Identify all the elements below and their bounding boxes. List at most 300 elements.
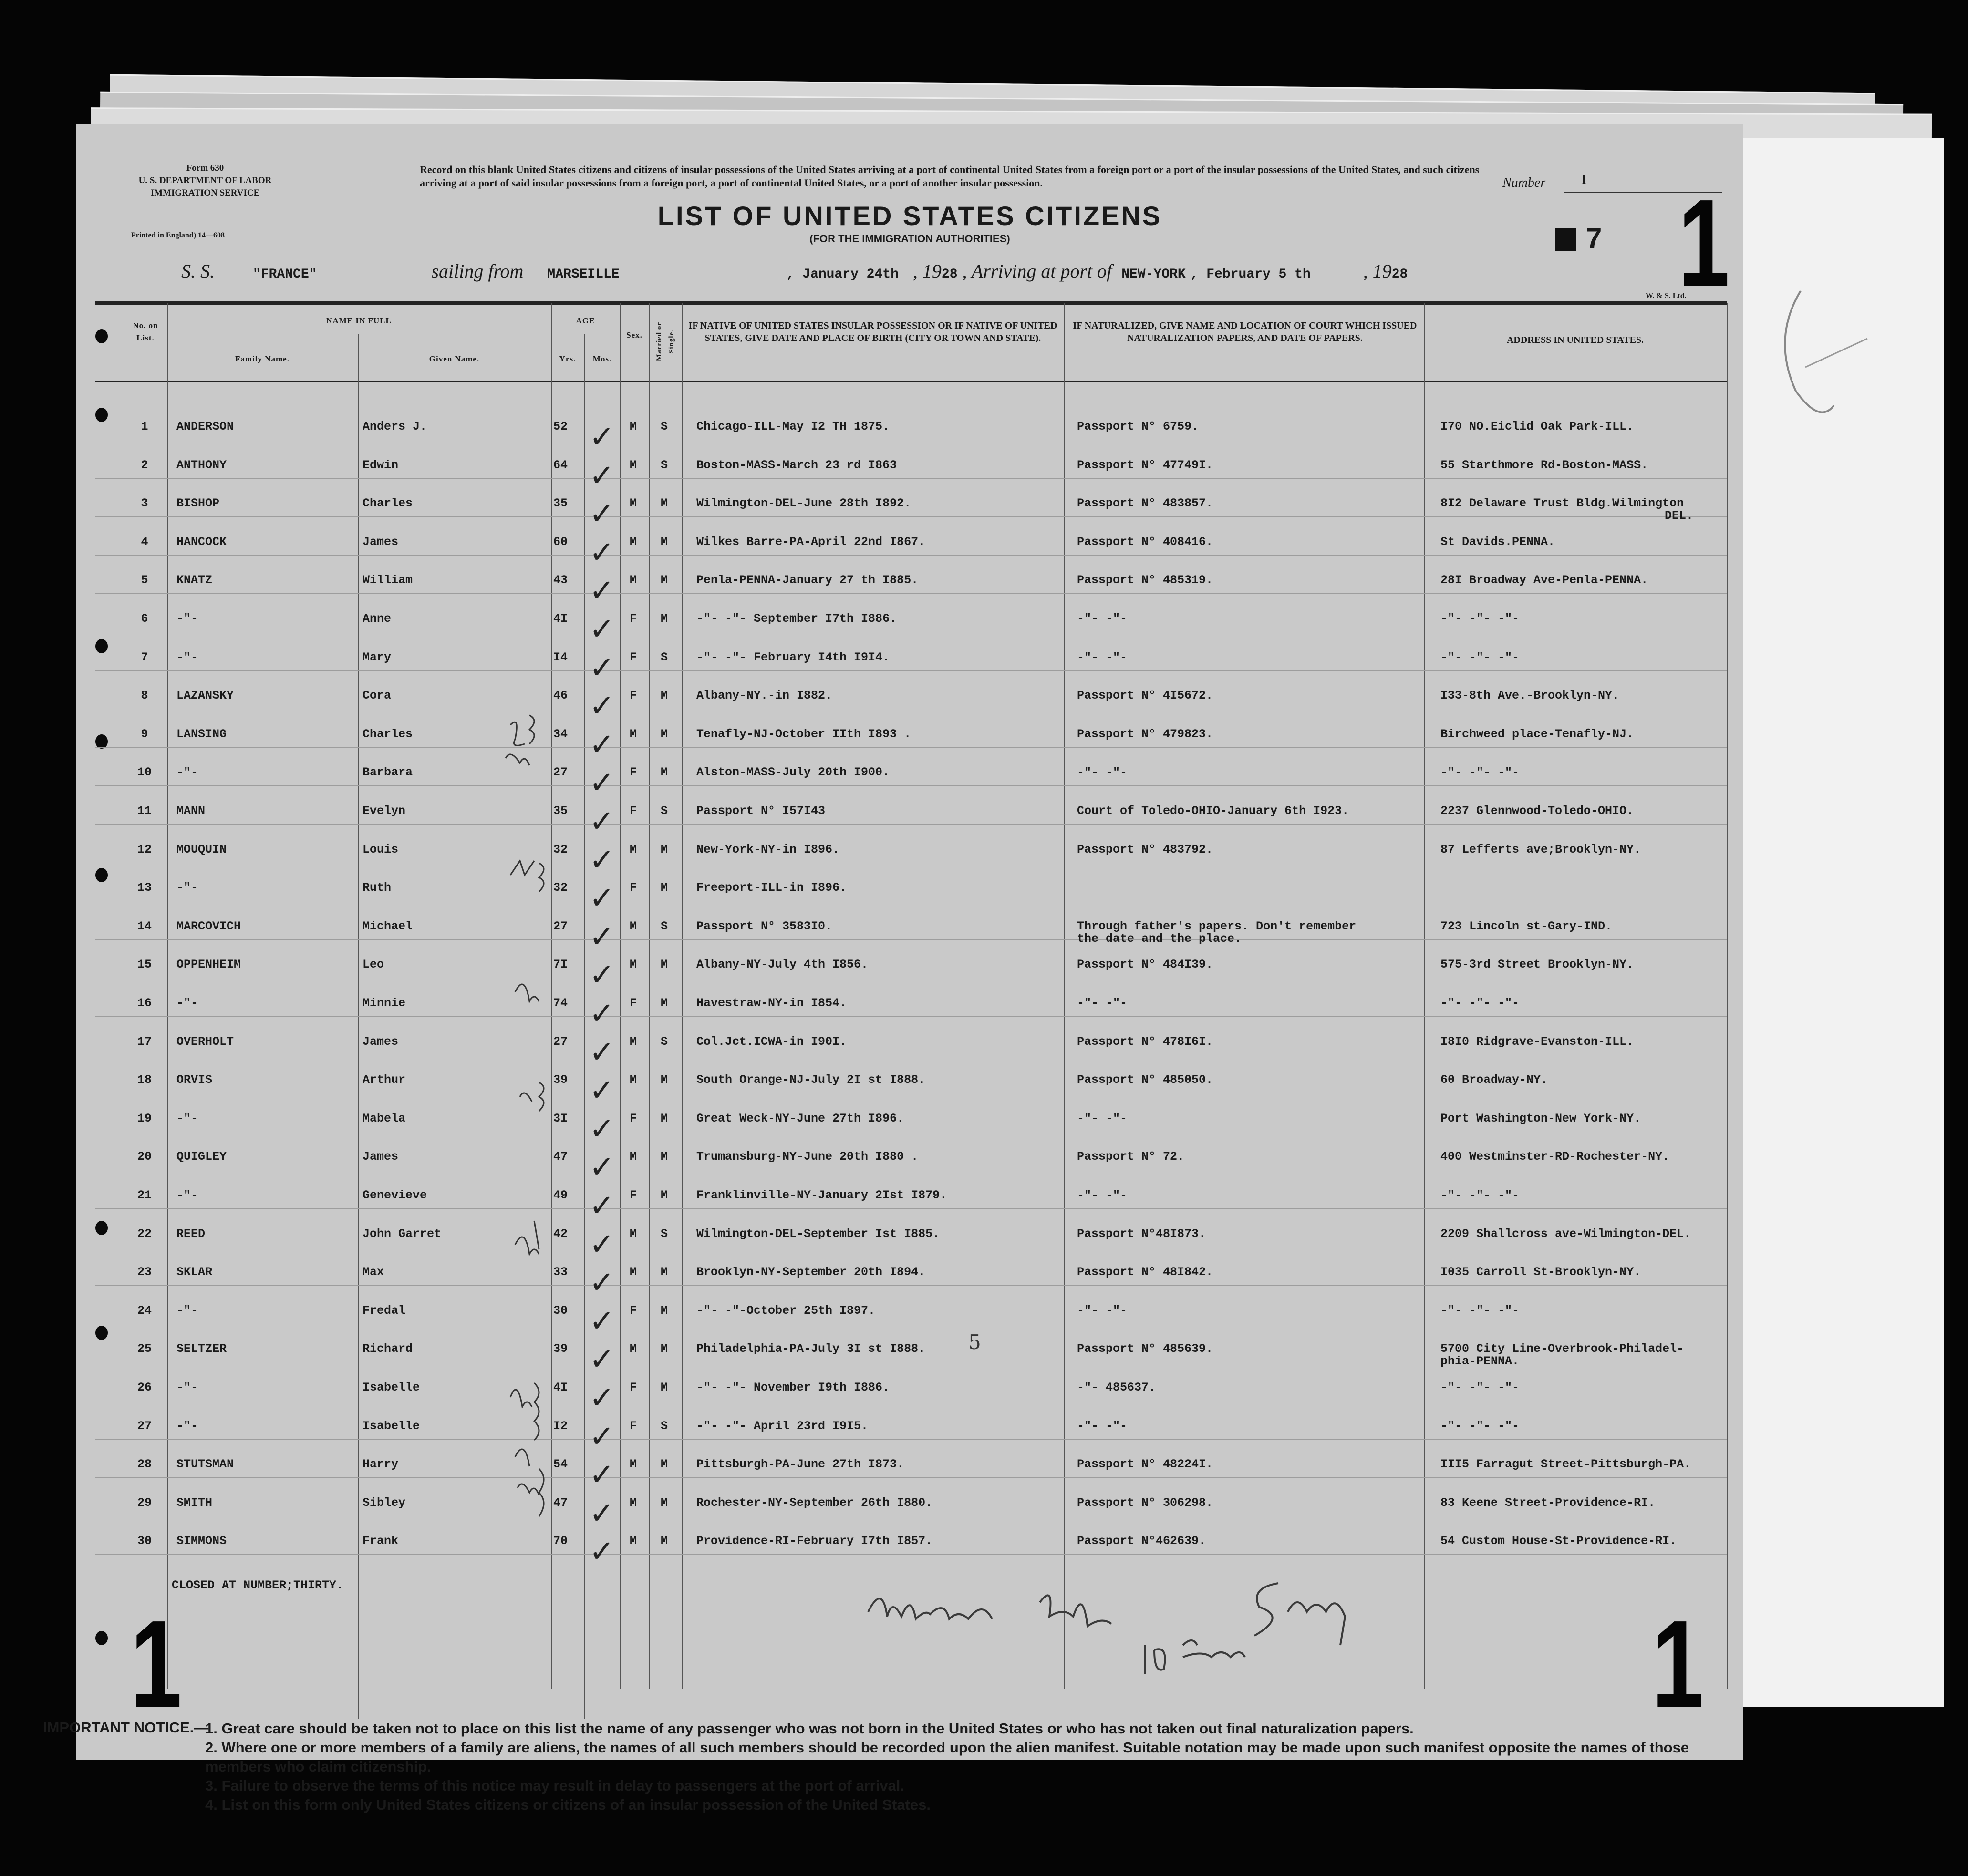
age-years: 33 bbox=[553, 1265, 568, 1279]
marital-status: M bbox=[661, 765, 668, 780]
family-name: OVERHOLT bbox=[176, 1034, 234, 1049]
stamp-number: 7 bbox=[1586, 222, 1602, 254]
us-address: 87 Lefferts ave;Brooklyn-NY. bbox=[1440, 842, 1641, 856]
family-name: SMITH bbox=[176, 1495, 213, 1510]
age-years: 39 bbox=[553, 1073, 568, 1087]
naturalization: Passport N°462639. bbox=[1077, 1534, 1206, 1548]
marital-status: M bbox=[661, 1150, 668, 1164]
age-years: 52 bbox=[553, 420, 568, 433]
birth-place-date: Albany-NY-July 4th I856. bbox=[696, 958, 869, 972]
given-name: Cora bbox=[363, 689, 392, 703]
us-address: -"- -"- -"- bbox=[1440, 612, 1520, 626]
marital-status: M bbox=[661, 842, 668, 856]
table-row bbox=[76, 1188, 1743, 1224]
birth-place-date: Passport N° 3583I0. bbox=[696, 919, 833, 933]
marital-status: S bbox=[661, 1034, 668, 1049]
naturalization: Passport N° 483857. bbox=[1077, 496, 1213, 511]
birth-place-date: Penla-PENNA-January 27 th I885. bbox=[696, 573, 919, 588]
age-years: 74 bbox=[553, 996, 568, 1010]
header-married-single: Married or Single. bbox=[655, 321, 675, 361]
sex: F bbox=[630, 1381, 637, 1394]
naturalization: Passport N° 479823. bbox=[1077, 727, 1213, 741]
notice-item-4: 4. List on this form only United States citizens or citizens of an insular possession of the United States. bbox=[205, 1796, 931, 1813]
birth-place-date: -"- -"- April 23rd I9I5. bbox=[696, 1419, 869, 1433]
row-number: 20 bbox=[137, 1150, 152, 1164]
check-mark-icon: ✓ bbox=[589, 1265, 615, 1301]
age-years: 60 bbox=[553, 535, 568, 549]
given-name: Leo bbox=[363, 958, 384, 972]
given-name: Mary bbox=[363, 650, 392, 664]
punch-hole bbox=[95, 1631, 108, 1645]
birth-place-date: Albany-NY.-in I882. bbox=[696, 689, 833, 703]
check-mark-icon: ✓ bbox=[589, 996, 615, 1031]
age-years: 35 bbox=[553, 804, 568, 818]
given-name: Louis bbox=[363, 842, 399, 856]
check-mark-icon: ✓ bbox=[589, 765, 615, 801]
family-name: STUTSMAN bbox=[176, 1457, 234, 1472]
row-number: 13 bbox=[137, 881, 152, 895]
row-number: 26 bbox=[137, 1381, 152, 1394]
table-row bbox=[76, 727, 1743, 763]
marital-status: S bbox=[661, 1419, 668, 1433]
family-name: QUIGLEY bbox=[176, 1150, 227, 1164]
age-years: 54 bbox=[553, 1457, 568, 1472]
given-name: Frank bbox=[363, 1534, 399, 1548]
sex: M bbox=[630, 496, 637, 511]
given-name: James bbox=[363, 535, 399, 549]
naturalization: -"- -"- bbox=[1077, 1419, 1128, 1433]
check-mark-icon: ✓ bbox=[589, 573, 615, 609]
family-name: MARCOVICH bbox=[176, 919, 241, 933]
us-address: Birchweed place-Tenafly-NJ. bbox=[1440, 727, 1634, 741]
check-mark-icon: ✓ bbox=[589, 1303, 615, 1339]
row-rule bbox=[95, 747, 1727, 748]
notice-heading: IMPORTANT NOTICE.— bbox=[43, 1719, 209, 1736]
row-number: 27 bbox=[137, 1419, 152, 1433]
sex: F bbox=[630, 1188, 637, 1202]
given-name: Sibley bbox=[363, 1495, 406, 1510]
form-number: Form 630 bbox=[186, 163, 224, 173]
row-number: 15 bbox=[137, 958, 152, 972]
family-name: -"- bbox=[176, 996, 198, 1010]
table-row bbox=[76, 1111, 1743, 1147]
family-name: -"- bbox=[176, 1188, 198, 1202]
header-address: ADDRESS IN UNITED STATES. bbox=[1506, 335, 1644, 345]
table-row bbox=[76, 1381, 1743, 1416]
row-rule bbox=[95, 670, 1727, 671]
us-address: -"- -"- -"- bbox=[1440, 1188, 1520, 1202]
header-given-name: Given Name. bbox=[429, 354, 480, 363]
notice-item-1: 1. Great care should be taken not to place on this list the name of any passenger who was not born in the United States or who has not taken out final naturalization papers. bbox=[205, 1720, 1414, 1737]
check-mark-icon: ✓ bbox=[589, 804, 615, 839]
table-row bbox=[76, 1034, 1743, 1070]
printer-mark: W. & S. Ltd. bbox=[1646, 292, 1687, 300]
given-name: Isabelle bbox=[363, 1419, 420, 1433]
table-row bbox=[76, 1457, 1743, 1493]
handwritten-marks bbox=[482, 706, 577, 1540]
depart-date: , January 24th bbox=[786, 267, 899, 282]
naturalization: Passport N° 306298. bbox=[1077, 1495, 1213, 1510]
table-row bbox=[76, 458, 1743, 494]
sex: M bbox=[630, 1073, 637, 1087]
us-address: I70 NO.Eiclid Oak Park-ILL. bbox=[1440, 420, 1634, 433]
row-number: 29 bbox=[137, 1495, 152, 1510]
check-mark-icon: ✓ bbox=[589, 1419, 615, 1454]
sex: M bbox=[630, 1534, 637, 1548]
naturalization: Passport N° 6759. bbox=[1077, 420, 1199, 433]
marital-status: M bbox=[661, 573, 668, 588]
row-number: 28 bbox=[137, 1457, 152, 1472]
table-row bbox=[76, 1227, 1743, 1262]
given-name: Fredal bbox=[363, 1303, 406, 1318]
given-name: Ruth bbox=[363, 881, 392, 895]
us-address: -"- -"- -"- bbox=[1440, 765, 1520, 780]
check-mark-icon: ✓ bbox=[589, 458, 615, 494]
marital-status: S bbox=[661, 919, 668, 933]
row-number: 2 bbox=[141, 458, 148, 472]
us-address: 2237 Glennwood-Toledo-OHIO. bbox=[1440, 804, 1634, 818]
row-rule bbox=[95, 1477, 1727, 1478]
age-years: 32 bbox=[553, 881, 568, 895]
naturalization: -"- 485637. bbox=[1077, 1381, 1156, 1394]
birth-place-date: Wilkes Barre-PA-April 22nd I867. bbox=[696, 535, 926, 549]
row-rule bbox=[95, 1285, 1727, 1286]
birth-place-date: -"- -"- November I9th I886. bbox=[696, 1381, 890, 1394]
printer-note: Printed in England) 14—608 bbox=[131, 231, 225, 239]
naturalization: Passport N° 72. bbox=[1077, 1150, 1185, 1164]
given-name: Arthur bbox=[363, 1073, 406, 1087]
birth-place-date: Havestraw-NY-in I854. bbox=[696, 996, 847, 1010]
notice-item-3: 3. Failure to observe the terms of this notice may result in delay to passengers at the port of arrival. bbox=[205, 1777, 905, 1794]
birth-place-date: Providence-RI-February I7th I857. bbox=[696, 1534, 933, 1548]
age-years: 47 bbox=[553, 1495, 568, 1510]
check-mark-icon: ✓ bbox=[589, 1034, 615, 1070]
naturalization: Passport N° 483792. bbox=[1077, 842, 1213, 856]
birth-place-date: Passport N° I57I43 bbox=[696, 804, 826, 818]
family-name: -"- bbox=[176, 1111, 198, 1125]
sheet-number: 1 bbox=[1678, 174, 1730, 312]
row-number: 22 bbox=[137, 1227, 152, 1241]
naturalization: Passport N° 48I842. bbox=[1077, 1265, 1213, 1279]
us-address: 575-3rd Street Brooklyn-NY. bbox=[1440, 958, 1634, 972]
age-years: 43 bbox=[553, 573, 568, 588]
us-address: -"- -"- -"- bbox=[1440, 650, 1520, 664]
naturalization: Passport N° 478I6I. bbox=[1077, 1034, 1213, 1049]
age-years: 27 bbox=[553, 919, 568, 933]
marital-status: M bbox=[661, 1111, 668, 1125]
birth-place-date: -"- -"- February I4th I9I4. bbox=[696, 650, 890, 664]
arriving-label: , Arriving at port of bbox=[962, 260, 1112, 282]
voyage-line bbox=[181, 260, 1408, 282]
naturalization: Passport N° 485050. bbox=[1077, 1073, 1213, 1087]
sex: F bbox=[630, 1303, 637, 1318]
given-name: Charles bbox=[363, 496, 413, 511]
sex: F bbox=[630, 1111, 637, 1125]
check-mark-icon: ✓ bbox=[589, 1342, 615, 1378]
marital-status: M bbox=[661, 881, 668, 895]
sex: M bbox=[630, 1342, 637, 1356]
sex: M bbox=[630, 1457, 637, 1472]
marital-status: M bbox=[661, 1303, 668, 1318]
row-number: 30 bbox=[137, 1534, 152, 1548]
row-number: 10 bbox=[137, 765, 152, 780]
age-years: 30 bbox=[553, 1303, 568, 1318]
row-number: 17 bbox=[137, 1034, 152, 1049]
manifest-page bbox=[43, 124, 1743, 1813]
us-address: St Davids.PENNA. bbox=[1440, 535, 1555, 549]
birth-place-date: Philadelphia-PA-July 3I st I888. bbox=[696, 1342, 926, 1356]
naturalization: Passport N° 485639. bbox=[1077, 1342, 1213, 1356]
check-mark-icon: ✓ bbox=[589, 689, 615, 724]
check-mark-icon: ✓ bbox=[589, 496, 615, 532]
punch-hole bbox=[95, 329, 108, 343]
facing-page bbox=[1743, 138, 1944, 1707]
row-number: 23 bbox=[137, 1265, 152, 1279]
birth-place-date: New-York-NY-in I896. bbox=[696, 842, 840, 856]
family-name: SIMMONS bbox=[176, 1534, 227, 1548]
marital-status: M bbox=[661, 689, 668, 703]
check-mark-icon: ✓ bbox=[589, 1495, 615, 1531]
arrive-year-prefix: , 19 bbox=[1363, 260, 1392, 282]
given-name: Minnie bbox=[363, 996, 406, 1010]
birth-place-date: Pittsburgh-PA-June 27th I873. bbox=[696, 1457, 904, 1472]
row-number: 14 bbox=[137, 919, 152, 933]
given-name: Barbara bbox=[363, 765, 413, 780]
family-name: OPPENHEIM bbox=[176, 958, 241, 972]
marital-status: M bbox=[661, 1188, 668, 1202]
naturalization: -"- -"- bbox=[1077, 1188, 1128, 1202]
family-name: ORVIS bbox=[176, 1073, 213, 1087]
table-row bbox=[76, 1265, 1743, 1301]
sex: M bbox=[630, 1265, 637, 1279]
check-mark-icon: ✓ bbox=[589, 535, 615, 570]
birth-place-date: Rochester-NY-September 26th I880. bbox=[696, 1495, 933, 1510]
age-years: I4 bbox=[553, 650, 568, 664]
row-rule bbox=[95, 939, 1727, 940]
given-name: William bbox=[363, 573, 413, 588]
row-rule bbox=[95, 1016, 1727, 1017]
check-mark-icon: ✓ bbox=[589, 1534, 615, 1570]
family-name: ANDERSON bbox=[176, 420, 234, 433]
sex: M bbox=[630, 1495, 637, 1510]
table-row bbox=[76, 535, 1743, 570]
birth-place-date: Great Weck-NY-June 27th I896. bbox=[696, 1111, 904, 1125]
sheet-number-right: 1 bbox=[1652, 1595, 1704, 1733]
birth-place-date: Wilmington-DEL-September Ist I885. bbox=[696, 1227, 940, 1241]
naturalization: Passport N° 47749I. bbox=[1077, 458, 1213, 472]
us-address: 60 Broadway-NY. bbox=[1440, 1073, 1548, 1087]
row-rule bbox=[95, 555, 1727, 556]
us-address: 400 Westminster-RD-Rochester-NY. bbox=[1440, 1150, 1670, 1164]
table-row bbox=[76, 573, 1743, 609]
naturalization: Through father's papers. Don't remember bbox=[1077, 919, 1357, 933]
header-no: No. on List. bbox=[133, 321, 158, 342]
sex: M bbox=[630, 573, 637, 588]
marital-status: M bbox=[661, 996, 668, 1010]
marital-status: S bbox=[661, 650, 668, 664]
given-name: Isabelle bbox=[363, 1381, 420, 1394]
arrive-date: , February 5 th bbox=[1190, 267, 1311, 282]
age-years: 3I bbox=[553, 1111, 568, 1125]
check-mark-icon: ✓ bbox=[589, 881, 615, 917]
marital-status: M bbox=[661, 1073, 668, 1087]
given-name: Edwin bbox=[363, 458, 399, 472]
row-number: 8 bbox=[141, 689, 148, 703]
family-name: -"- bbox=[176, 612, 198, 626]
stamp-mark bbox=[1555, 228, 1576, 251]
table-row bbox=[76, 1303, 1743, 1339]
row-number: 1 bbox=[141, 420, 148, 433]
us-address: I33-8th Ave.-Brooklyn-NY. bbox=[1440, 689, 1620, 703]
us-address: -"- -"- -"- bbox=[1440, 996, 1520, 1010]
us-address: 2209 Shallcross ave-Wilmington-DEL. bbox=[1440, 1227, 1691, 1241]
row-number: 19 bbox=[137, 1111, 152, 1125]
given-name: Anders J. bbox=[363, 420, 427, 433]
us-address: 83 Keene Street-Providence-RI. bbox=[1440, 1495, 1656, 1510]
marital-status: M bbox=[661, 958, 668, 972]
check-mark-icon: ✓ bbox=[589, 958, 615, 993]
sex: M bbox=[630, 420, 637, 433]
family-name: HANCOCK bbox=[176, 535, 227, 549]
age-years: 4I bbox=[553, 1381, 568, 1394]
naturalization: Passport N° 4I5672. bbox=[1077, 689, 1213, 703]
us-address: -"- -"- -"- bbox=[1440, 1303, 1520, 1318]
family-name: SELTZER bbox=[176, 1342, 227, 1356]
naturalization: -"- -"- bbox=[1077, 1303, 1128, 1318]
sex: F bbox=[630, 612, 637, 626]
sex: F bbox=[630, 765, 637, 780]
us-address: -"- -"- -"- bbox=[1440, 1419, 1520, 1433]
row-number: 25 bbox=[137, 1342, 152, 1356]
age-years: 46 bbox=[553, 689, 568, 703]
family-name: -"- bbox=[176, 765, 198, 780]
check-mark-icon: ✓ bbox=[589, 727, 615, 763]
from-port: MARSEILLE bbox=[547, 267, 620, 282]
header-mos: Mos. bbox=[592, 354, 612, 363]
row-rule bbox=[95, 478, 1727, 479]
form-info bbox=[114, 162, 296, 199]
naturalization: Passport N° 48224I. bbox=[1077, 1457, 1213, 1472]
table-row bbox=[76, 881, 1743, 917]
row-number: 3 bbox=[141, 496, 148, 511]
naturalization: Passport N° 408416. bbox=[1077, 535, 1213, 549]
sex: M bbox=[630, 919, 637, 933]
marital-status: S bbox=[661, 420, 668, 433]
row-number: 18 bbox=[137, 1073, 152, 1087]
header-name-in-full: NAME IN FULL bbox=[326, 316, 392, 325]
inspector-signature bbox=[859, 1574, 1488, 1688]
check-mark-icon: ✓ bbox=[589, 420, 615, 455]
sex: M bbox=[630, 727, 637, 741]
given-name: Charles bbox=[363, 727, 413, 741]
us-address: 5700 City Line-Overbrook-Philadel- bbox=[1440, 1342, 1684, 1356]
check-mark-icon: ✓ bbox=[589, 1111, 615, 1147]
birth-place-date: Wilmington-DEL-June 28th I892. bbox=[696, 496, 911, 511]
sex: F bbox=[630, 881, 637, 895]
table-row bbox=[76, 689, 1743, 724]
depart-year-prefix: , 19 bbox=[912, 260, 942, 282]
birth-place-date: -"- -"- September I7th I886. bbox=[696, 612, 897, 626]
table-row bbox=[76, 612, 1743, 647]
row-rule bbox=[95, 824, 1727, 825]
marital-status: S bbox=[661, 458, 668, 472]
birth-place-date: Tenafly-NJ-October IIth I893 . bbox=[696, 727, 911, 741]
table-row bbox=[76, 1342, 1743, 1378]
marital-status: M bbox=[661, 496, 668, 511]
naturalization: -"- -"- bbox=[1077, 612, 1128, 626]
birth-place-date: Chicago-ILL-May I2 TH 1875. bbox=[696, 420, 890, 433]
table-top-rule bbox=[95, 303, 1727, 305]
check-mark-icon: ✓ bbox=[589, 1457, 615, 1493]
marital-status: M bbox=[661, 1342, 668, 1356]
age-years: 47 bbox=[553, 1150, 568, 1164]
naturalization: Court of Toledo-OHIO-January 6th I923. bbox=[1077, 804, 1349, 818]
sex: F bbox=[630, 996, 637, 1010]
naturalization: -"- -"- bbox=[1077, 1111, 1128, 1125]
sex: F bbox=[630, 650, 637, 664]
age-years: 27 bbox=[553, 1034, 568, 1049]
row-rule bbox=[95, 516, 1727, 517]
birth-place-date: Alston-MASS-July 20th I900. bbox=[696, 765, 890, 780]
number-value: I bbox=[1581, 172, 1587, 187]
table-row bbox=[76, 1534, 1743, 1570]
age-years: 64 bbox=[553, 458, 568, 472]
family-name: BISHOP bbox=[176, 496, 220, 511]
row-number: 16 bbox=[137, 996, 152, 1010]
age-years: 27 bbox=[553, 765, 568, 780]
given-name: Evelyn bbox=[363, 804, 406, 818]
table-row bbox=[76, 958, 1743, 993]
header-family-name: Family Name. bbox=[235, 354, 290, 363]
row-number: 6 bbox=[141, 612, 148, 626]
punch-hole bbox=[95, 1326, 108, 1340]
check-mark-icon: ✓ bbox=[589, 1227, 615, 1262]
us-address: 54 Custom House-St-Providence-RI. bbox=[1440, 1534, 1677, 1548]
family-name: -"- bbox=[176, 650, 198, 664]
handwritten-note: 5 bbox=[968, 1330, 981, 1354]
age-years: 7I bbox=[553, 958, 568, 972]
given-name: Anne bbox=[363, 612, 392, 626]
check-mark-icon: ✓ bbox=[589, 919, 615, 955]
birth-place-date: South Orange-NJ-July 2I st I888. bbox=[696, 1073, 926, 1087]
age-years: 49 bbox=[553, 1188, 568, 1202]
sheet-number-left: 1 bbox=[130, 1595, 182, 1733]
sex: M bbox=[630, 958, 637, 972]
table-row bbox=[76, 842, 1743, 878]
given-name: James bbox=[363, 1034, 399, 1049]
sex: F bbox=[630, 804, 637, 818]
naturalization: Passport N° 484I39. bbox=[1077, 958, 1213, 972]
table-row bbox=[76, 996, 1743, 1031]
age-years: 70 bbox=[553, 1534, 568, 1548]
naturalization: Passport N°48I873. bbox=[1077, 1227, 1206, 1241]
department: U. S. DEPARTMENT OF LABOR bbox=[138, 175, 272, 186]
table-row bbox=[76, 650, 1743, 686]
given-name: Richard bbox=[363, 1342, 413, 1356]
us-address: III5 Farragut Street-Pittsburgh-PA. bbox=[1440, 1457, 1691, 1472]
row-rule bbox=[95, 1554, 1727, 1555]
check-mark-icon: ✓ bbox=[589, 842, 615, 878]
page-subtitle: (FOR THE IMMIGRATION AUTHORITIES) bbox=[809, 233, 1010, 245]
family-name: -"- bbox=[176, 1419, 198, 1433]
marital-status: M bbox=[661, 727, 668, 741]
pencil-mark bbox=[1743, 138, 1944, 1707]
birth-place-date: Trumansburg-NY-June 20th I880 . bbox=[696, 1150, 919, 1164]
marital-status: M bbox=[661, 612, 668, 626]
age-years: 35 bbox=[553, 496, 568, 511]
row-number: 5 bbox=[141, 573, 148, 588]
us-address: -"- -"- -"- bbox=[1440, 1381, 1520, 1394]
